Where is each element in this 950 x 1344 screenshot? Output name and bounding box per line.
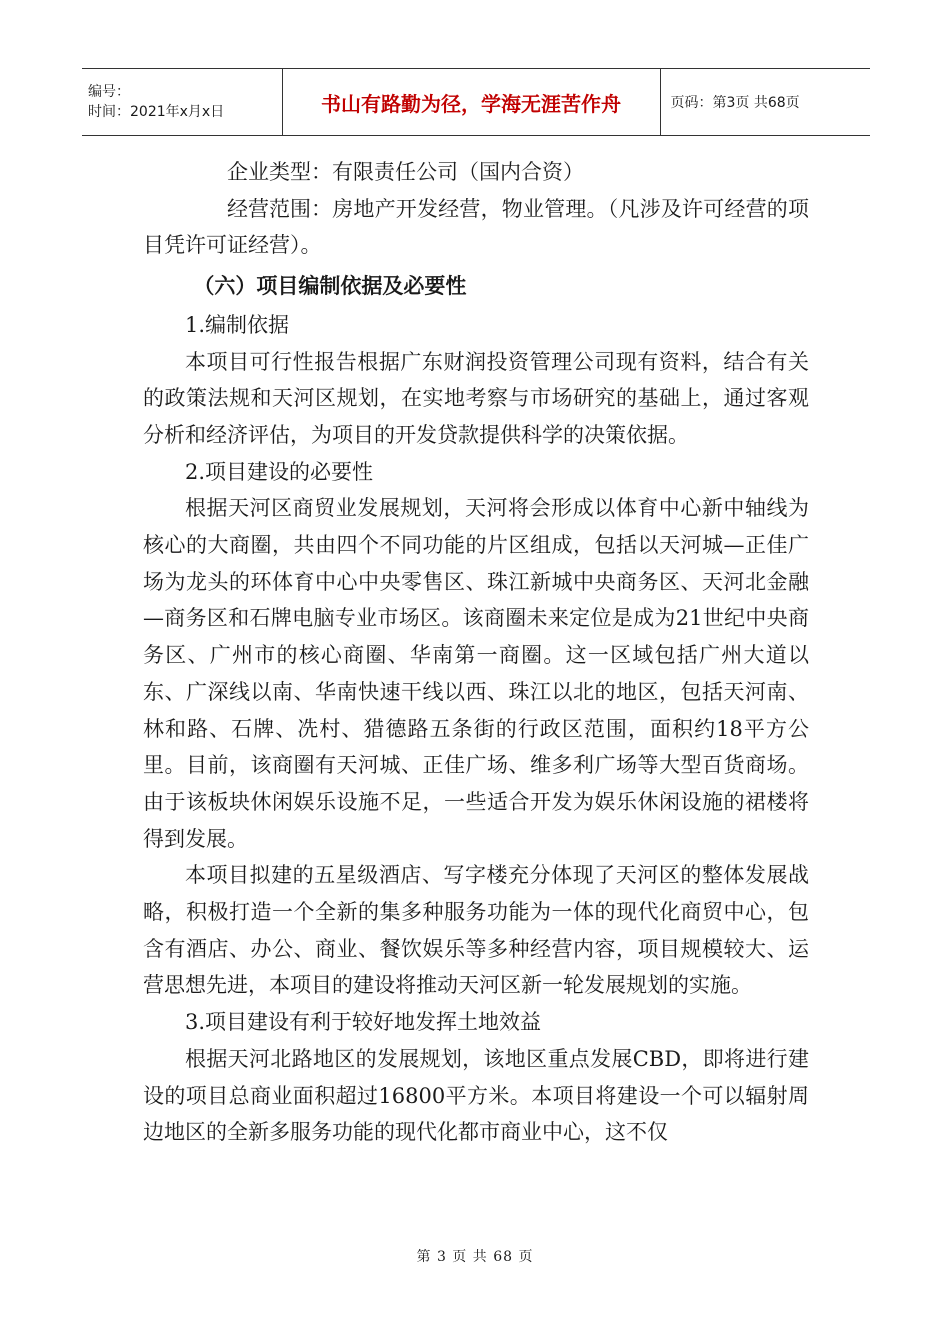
paragraph-necessity-1: 根据天河区商贸业发展规划，天河将会形成以体育中心新中轴线为核心的大商圈，共由四个不同功能的片区组成，包括以天河城—正佳广场为龙头的环体育中心中央零售区、珠江新城中央商务区、天河北金融—商务区和石牌电脑专业市场区。该商圈未来定位是成为21世纪中央商务区、广州市的核心商圈、华南第一商圈。这一区域包括广州大道以东、广深线以南、华南快速干线以西、珠江以北的地区，包括天河南、林和路、石牌、冼村、猎德路五条街的行政区范围，面积约18平方公里。目前，该商圈有天河城、正佳广场、维多利广场等大型百货商场。由于该板块休闲娱乐设施不足，一些适合开发为娱乐休闲设施的裙楼将得到发展。 bbox=[143, 496, 809, 851]
header-meta bbox=[82, 69, 282, 136]
paragraph-land-benefit: 根据天河北路地区的发展规划，该地区重点发展CBD，即将进行建设的项目总商业面积超过16800平方米。本项目将建设一个可以辐射周边地区的全新多服务功能的现代化都市商业中心，这不仅 bbox=[143, 1046, 809, 1145]
paragraph-basis: 本项目可行性报告根据广东财润投资管理公司现有资料，结合有关的政策法规和天河区规划，在实地考察与市场研究的基础上，通过客观分析和经济评估，为项目的开发贷款提供科学的决策依据。 bbox=[143, 349, 809, 447]
document-number-label: 编号： bbox=[88, 84, 130, 100]
page-header bbox=[82, 68, 870, 136]
business-scope-line bbox=[143, 191, 809, 264]
subsection-title-2: 2.项目建设的必要性 bbox=[185, 459, 374, 484]
company-type-value: 有限责任公司（国内合资） bbox=[332, 160, 584, 184]
header-page-info: 页码：第3页 共68页 bbox=[660, 69, 870, 136]
business-scope-value: 房地产开发经营，物业管理。（凡涉及许可经营的项目凭许可证经营）。 bbox=[143, 196, 809, 258]
section-heading: （六）项目编制依据及必要性 bbox=[193, 274, 467, 299]
subsection-title-1: 1.编制依据 bbox=[185, 312, 290, 337]
business-scope-label: 经营范围： bbox=[227, 196, 332, 221]
document-body bbox=[143, 154, 809, 1151]
page-footer: 第 3 页 共 68 页 bbox=[416, 1249, 534, 1265]
document-time-label: 时间：2021年x月x日 bbox=[88, 104, 225, 120]
subsection-title-3: 3.项目建设有利于较好地发挥土地效益 bbox=[185, 1010, 542, 1035]
paragraph-necessity-2: 本项目拟建的五星级酒店、写字楼充分体现了天河区的整体发展战略，积极打造一个全新的集多种服务功能为一体的现代化商贸中心，包含有酒店、办公、商业、餐饮娱乐等多种经营内容，项目规模较大、运营思想先进，本项目的建设将推动天河区新一轮发展规划的实施。 bbox=[143, 863, 809, 998]
company-type-label: 企业类型： bbox=[227, 160, 332, 184]
company-type-line bbox=[143, 154, 809, 191]
header-motto: 书山有路勤为径，学海无涯苦作舟 bbox=[282, 69, 660, 136]
